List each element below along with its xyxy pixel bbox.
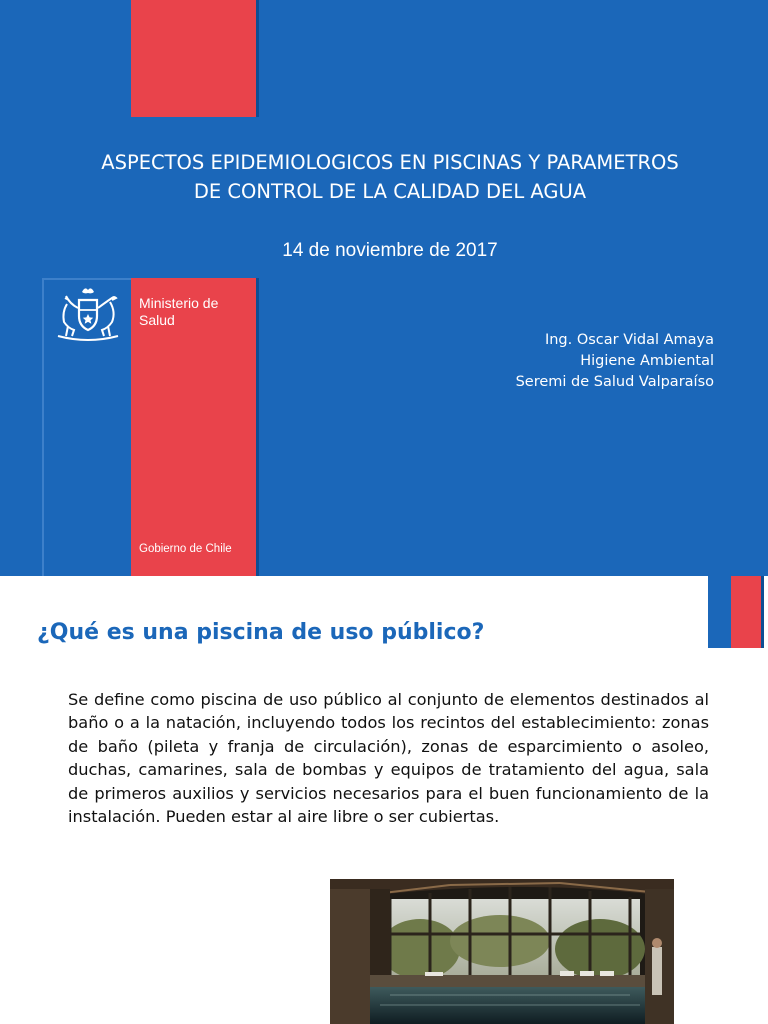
definition-text: Se define como piscina de uso público al conjunto de elementos destinados al baño o a la natación, incluyendo todos los recintos del establecimiento: zonas de baño (pileta y franja de circulación), zonas de esparcimiento o asoleo, duchas, camarines, sala de bombas y equipos de tratamiento del agua, sala de primeros auxilios y servicios necesarios para el buen funcionamiento de la instalación. Pueden estar al aire libre o ser cubiertas.	[68, 690, 709, 827]
author-department: Higiene Ambiental	[580, 353, 714, 369]
author-office: Seremi de Salud Valparaíso	[515, 374, 714, 390]
flag-red-bar-top	[131, 0, 256, 117]
slide-title-line2: DE CONTROL DE LA CALIDAD DEL AGUA	[193, 180, 587, 203]
chile-coat-of-arms-icon	[52, 286, 124, 342]
slide-date: 14 de noviembre de 2017	[282, 240, 498, 261]
flag-bar-shadow	[256, 0, 259, 117]
slide-heading: ¿Qué es una piscina de uso público?	[37, 620, 485, 645]
ministry-logo-shadow	[256, 278, 259, 576]
flag-blue-stripe	[708, 576, 731, 648]
flag-red-stripe	[731, 576, 761, 648]
definition-slide	[0, 576, 768, 1024]
slide-title-line1: ASPECTOS EPIDEMIOLOGICOS EN PISCINAS Y PARAMETROS	[101, 151, 679, 174]
slide-title	[30, 148, 750, 206]
government-name: Gobierno de Chile	[139, 543, 232, 555]
flag-shadow	[761, 576, 764, 648]
author-block	[516, 330, 714, 393]
indoor-pool-photo	[330, 879, 674, 1024]
author-name: Ing. Oscar Vidal Amaya	[544, 332, 714, 348]
ministry-name: Ministerio de Salud	[139, 295, 219, 328]
